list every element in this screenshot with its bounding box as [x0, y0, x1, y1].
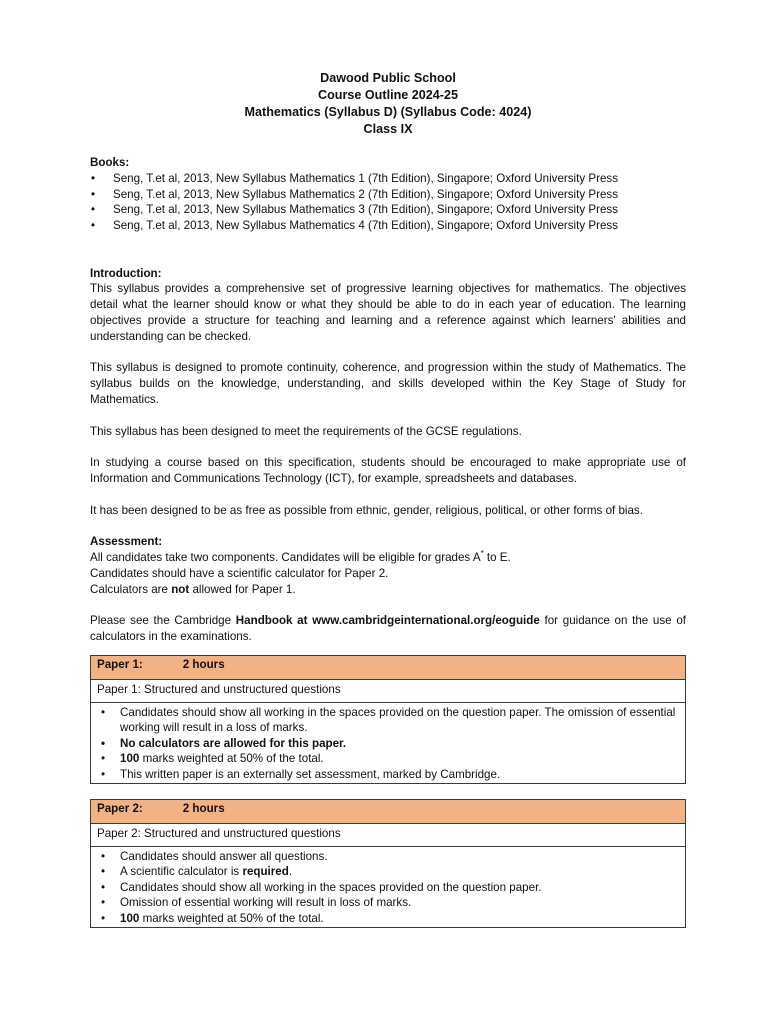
assessment-paper1-line: Calculators are not allowed for Paper 1.: [90, 582, 296, 596]
paper1-box: [90, 655, 686, 784]
paper1-item: • 100 marks weighted at 50% of the total.: [97, 751, 679, 767]
books-heading: Books:: [90, 156, 130, 169]
handbook-link[interactable]: Handbook at www.cambridgeinternational.org/eoguide: [235, 614, 540, 628]
handbook-note: Please see the Cambridge Handbook at www.cambridgeinternational.org/eoguide for guidance on the use of calculators in the examinations.: [90, 614, 687, 643]
book-item: • Seng, T.et al, 2013, New Syllabus Mathematics 3 (7th Edition), Singapore; Oxford University Press: [90, 202, 686, 218]
intro-paragraph: This syllabus has been designed to meet the requirements of the GCSE regulations.: [90, 424, 522, 438]
paper2-duration: 2 hours: [182, 801, 225, 815]
paper1-item: • This written paper is an externally set assessment, marked by Cambridge.: [97, 767, 679, 783]
assessment-calculator-line: Candidates should have a scientific calculator for Paper 2.: [90, 566, 389, 580]
paper1-duration: 2 hours: [182, 657, 225, 671]
book-item: • Seng, T.et al, 2013, New Syllabus Mathematics 2 (7th Edition), Singapore; Oxford University Press: [90, 187, 686, 203]
paper1-item: • No calculators are allowed for this paper.: [97, 736, 679, 752]
intro-paragraph: In studying a course based on this specification, students should be encouraged to make appropriate use of Information and Communications Technology (ICT), for example, spreadsheets and databases.: [90, 456, 686, 485]
paper2-body: [91, 847, 685, 927]
book-item: • Seng, T.et al, 2013, New Syllabus Mathematics 1 (7th Edition), Singapore; Oxford University Press: [90, 171, 686, 187]
intro-paragraph: It has been designed to be as free as possible from ethnic, gender, religious, political, or other forms of bias.: [90, 503, 643, 517]
paper1-title: Paper 1:: [97, 657, 143, 671]
document-header: [90, 70, 686, 138]
paper1-body: [91, 703, 685, 783]
course-outline-title: Course Outline 2024-25: [318, 88, 458, 102]
paper2-box: [90, 799, 686, 928]
paper2-item: • A scientific calculator is required.: [97, 864, 679, 880]
assessment-section: [90, 534, 686, 645]
paper1-subtitle: Paper 1: Structured and unstructured questions: [91, 680, 685, 703]
paper2-subtitle: Paper 2: Structured and unstructured questions: [91, 824, 685, 847]
paper2-item: • 100 marks weighted at 50% of the total.: [97, 911, 679, 927]
intro-paragraph: This syllabus is designed to promote continuity, coherence, and progression within the study of Mathematics. The syllabus builds on the knowledge, understanding, and skills developed within the Key Stage of Study for Mathematics.: [90, 361, 686, 406]
paper2-item: • Omission of essential working will result in loss of marks.: [97, 895, 679, 911]
introduction-section: [90, 266, 686, 519]
class-title: Class IX: [363, 122, 413, 136]
course-outline-page: [90, 70, 686, 928]
subject-title: Mathematics (Syllabus D) (Syllabus Code: 4024): [244, 105, 532, 119]
assessment-grades-line: All candidates take two components. Candidates will be eligible for grades A* to E.: [90, 549, 511, 564]
intro-paragraph: This syllabus provides a comprehensive set of progressive learning objectives for mathematics. The objectives detail what the learner should know or what they should be able to do in each year of education. The learning objectives provide a structure for teaching and learning and a reference against which learners' abilities and understanding can be checked.: [90, 282, 686, 343]
books-list: [90, 171, 686, 234]
paper1-item: • Candidates should show all working in the spaces provided on the question paper. The omission of essential working will result in a loss of marks.: [97, 705, 679, 736]
paper2-item: • Candidates should show all working in the spaces provided on the question paper.: [97, 880, 679, 896]
paper2-item: • Candidates should answer all questions.: [97, 849, 679, 865]
paper2-header: [91, 800, 685, 824]
paper2-title: Paper 2:: [97, 801, 143, 815]
introduction-heading: Introduction:: [90, 266, 162, 280]
paper1-header: [91, 656, 685, 680]
assessment-heading: Assessment:: [90, 535, 163, 549]
books-section: [90, 155, 686, 234]
school-name: Dawood Public School: [320, 71, 456, 85]
book-item: • Seng, T.et al, 2013, New Syllabus Mathematics 4 (7th Edition), Singapore; Oxford University Press: [90, 218, 686, 234]
